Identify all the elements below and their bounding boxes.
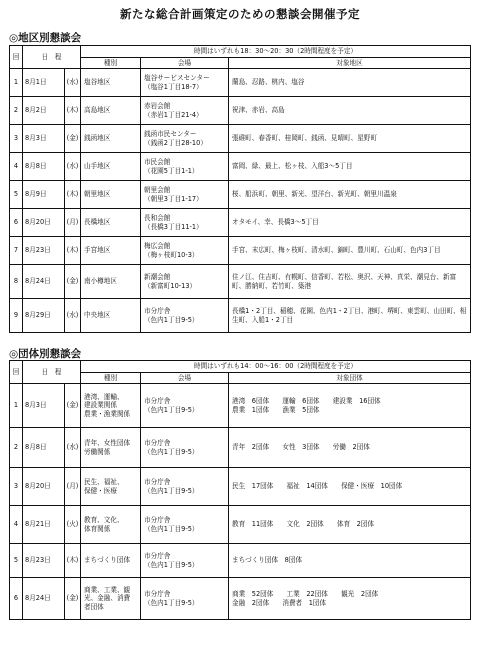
- row-type-line: 商業、工業、観: [84, 586, 131, 595]
- header-num: 回: [10, 46, 23, 69]
- header-time-note: 時間はいずれも14：00～16：00（2時間程度を予定）: [81, 361, 471, 373]
- header-venue: 会場: [141, 58, 229, 69]
- row-venue-line: （銭函2丁目28-10）: [144, 138, 207, 147]
- row-weekday: (水): [65, 428, 81, 468]
- table-row: [10, 299, 471, 333]
- header-venue: 会場: [141, 373, 229, 384]
- row-venue: [141, 265, 229, 299]
- row-venue-line: （色内1丁目9-5）: [144, 315, 199, 324]
- row-venue-line: （梅ヶ枝町10-3）: [144, 250, 199, 259]
- row-num: 3: [10, 468, 23, 506]
- row-venue-line: （色内1丁目9-5）: [144, 560, 199, 569]
- row-venue-line: （新富町10-13）: [144, 281, 197, 290]
- page-title: 新たな総合計画策定のための懇談会開催予定: [120, 7, 360, 21]
- row-venue-line: （朝里3丁目1-17）: [144, 194, 203, 203]
- row-num: 4: [10, 506, 23, 544]
- row-date: 8月29日: [23, 299, 65, 333]
- row-type-line: 農業・漁業関係: [84, 409, 131, 418]
- row-weekday: (木): [65, 544, 81, 578]
- row-num: 6: [10, 209, 23, 237]
- section-heading-district: ◎地区別懇談会: [9, 32, 82, 44]
- row-type-line: 者団体: [84, 602, 104, 611]
- row-type: 高島地区: [81, 97, 141, 125]
- row-target-line: 青年 2団体 女性 3団体 労働 2団体: [232, 443, 370, 452]
- row-target: [229, 578, 471, 620]
- row-type-line: まちづくり団体: [84, 556, 131, 565]
- row-type-line: 青年、女性団体: [84, 439, 131, 448]
- row-date: 8月20日: [23, 468, 65, 506]
- row-venue-line: （塩谷1丁目18-7）: [144, 82, 203, 91]
- row-num: 9: [10, 299, 23, 333]
- row-date: 8月8日: [23, 428, 65, 468]
- row-num: 5: [10, 544, 23, 578]
- header-date: 日 程: [23, 361, 81, 384]
- row-type: [81, 544, 141, 578]
- row-date: 8月2日: [23, 97, 65, 125]
- row-venue-line: 市分庁舎: [144, 478, 171, 487]
- row-type-line: 体育関係: [84, 524, 111, 533]
- row-target: 張碓町、春香町、桂岡町、銭函、見晴町、星野町: [229, 125, 471, 153]
- header-target: 対象地区: [229, 58, 471, 69]
- row-num: 1: [10, 69, 23, 97]
- row-num: 3: [10, 125, 23, 153]
- row-num: 2: [10, 97, 23, 125]
- section-heading-group: ◎団体別懇談会: [9, 348, 82, 360]
- row-target: 住ノ江、住吉町、有幌町、信香町、若松、奥沢、天神、真栄、潮見台、新富町、勝納町、若竹町、築港: [229, 265, 471, 299]
- row-venue: [141, 299, 229, 333]
- header-type: 種別: [81, 58, 141, 69]
- row-date: 8月8日: [23, 153, 65, 181]
- row-weekday: (月): [65, 468, 81, 506]
- row-target-line: 教育 11団体 文化 2団体 体育 2団体: [232, 520, 375, 529]
- row-venue: [141, 468, 229, 506]
- row-type-line: 民生、福祉、: [84, 478, 124, 487]
- row-date: 8月3日: [23, 384, 65, 428]
- header-time-note: 時間はいずれも18：30～20：30（2時間程度を予定）: [81, 46, 471, 58]
- row-target: 富岡、緑、最上、松ヶ枝、入船3～5丁目: [229, 153, 471, 181]
- row-venue-line: （長橋3丁目11-1）: [144, 222, 203, 231]
- row-venue: [141, 237, 229, 265]
- row-type-line: 光、金融、消費: [84, 594, 131, 603]
- row-venue-line: 市民会館: [144, 158, 171, 167]
- row-venue: [141, 97, 229, 125]
- row-num: 6: [10, 578, 23, 620]
- row-target-line: 農業 1団体 漁業 5団体: [232, 405, 320, 414]
- row-type: 朝里地区: [81, 181, 141, 209]
- row-venue-line: （色内1丁目9-5）: [144, 405, 199, 414]
- row-type: 銭函地区: [81, 125, 141, 153]
- row-date: 8月1日: [23, 69, 65, 97]
- table-row: [10, 153, 471, 181]
- table-row: [10, 428, 471, 468]
- table-row: [10, 181, 471, 209]
- table-row: [10, 97, 471, 125]
- row-type-line: 教育、文化、: [84, 516, 124, 525]
- row-target-line: 商業 52団体 工業 22団体 観光 2団体: [232, 590, 379, 599]
- row-date: 8月23日: [23, 544, 65, 578]
- row-target: [229, 544, 471, 578]
- row-weekday: (火): [65, 506, 81, 544]
- table-row: [10, 237, 471, 265]
- header-num: 回: [10, 361, 23, 384]
- row-weekday: (水): [65, 153, 81, 181]
- row-venue: [141, 578, 229, 620]
- row-date: 8月24日: [23, 265, 65, 299]
- row-weekday: (金): [65, 384, 81, 428]
- table-row: [10, 69, 471, 97]
- row-venue-line: 梅広会館: [144, 242, 171, 251]
- row-date: 8月24日: [23, 578, 65, 620]
- row-num: 7: [10, 237, 23, 265]
- row-venue-line: 市分庁舎: [144, 397, 171, 406]
- row-type: [81, 506, 141, 544]
- header-type: 種別: [81, 373, 141, 384]
- table-row: [10, 125, 471, 153]
- row-date: 8月21日: [23, 506, 65, 544]
- table-row: [10, 384, 471, 428]
- row-target: 長橋1・2丁目、稲穂、花園、色内1・2丁目、港町、堺町、東雲町、山田町、相生町、入船1・2丁目: [229, 299, 471, 333]
- row-weekday: (木): [65, 237, 81, 265]
- row-venue: [141, 506, 229, 544]
- row-weekday: (金): [65, 265, 81, 299]
- row-venue: [141, 125, 229, 153]
- row-num: 1: [10, 384, 23, 428]
- header-date: 日 程: [23, 46, 81, 69]
- row-target: 祝津、赤岩、高島: [229, 97, 471, 125]
- row-type: 塩谷地区: [81, 69, 141, 97]
- row-type: [81, 428, 141, 468]
- row-date: 8月9日: [23, 181, 65, 209]
- row-type-line: 建設業関係: [84, 401, 117, 410]
- row-type-line: 労働関係: [84, 447, 111, 456]
- row-target: 桜、船浜町、朝里、新光、望洋台、新光町、朝里川温泉: [229, 181, 471, 209]
- row-venue: [141, 428, 229, 468]
- row-num: 8: [10, 265, 23, 299]
- row-type: [81, 578, 141, 620]
- row-type: 中央地区: [81, 299, 141, 333]
- header-target: 対象団体: [229, 373, 471, 384]
- row-num: 4: [10, 153, 23, 181]
- row-weekday: (月): [65, 209, 81, 237]
- row-venue-line: 銭函市民センター: [144, 130, 197, 139]
- row-venue-line: （色内1丁目9-5）: [144, 598, 199, 607]
- row-venue: [141, 209, 229, 237]
- row-date: 8月23日: [23, 237, 65, 265]
- row-venue: [141, 153, 229, 181]
- row-venue-line: 朝里会館: [144, 186, 171, 195]
- row-venue-line: 市分庁舎: [144, 590, 171, 599]
- table-row: [10, 544, 471, 578]
- row-venue-line: 長和会館: [144, 214, 171, 223]
- row-weekday: (金): [65, 125, 81, 153]
- row-venue: [141, 69, 229, 97]
- row-target: 手宮、末広町、梅ヶ枝町、清水町、錦町、豊川町、石山町、色内3丁目: [229, 237, 471, 265]
- row-venue-line: 市分庁舎: [144, 552, 171, 561]
- row-weekday: (木): [65, 97, 81, 125]
- row-type: [81, 468, 141, 506]
- row-type: [81, 384, 141, 428]
- row-target-line: 港湾 6団体 運輸 6団体 建設業 16団体: [232, 397, 381, 406]
- row-num: 2: [10, 428, 23, 468]
- row-venue-line: 市分庁舎: [144, 439, 171, 448]
- row-venue-line: （色内1丁目9-5）: [144, 486, 199, 495]
- row-target-line: 民生 17団体 福祉 14団体 保健・医療 10団体: [232, 482, 403, 491]
- row-target: [229, 428, 471, 468]
- row-weekday: (水): [65, 69, 81, 97]
- row-venue: [141, 544, 229, 578]
- table-row: [10, 468, 471, 506]
- row-type: 手宮地区: [81, 237, 141, 265]
- row-venue-line: 塩谷サービスセンター: [144, 74, 210, 83]
- table-row: [10, 506, 471, 544]
- row-num: 5: [10, 181, 23, 209]
- table-row: [10, 209, 471, 237]
- row-target: [229, 384, 471, 428]
- row-venue-line: 市分庁舎: [144, 516, 171, 525]
- row-target: オタモイ、幸、長橋3～5丁目: [229, 209, 471, 237]
- row-venue-line: （色内1丁目9-5）: [144, 447, 199, 456]
- row-target: 蘭島、忍路、桃内、塩谷: [229, 69, 471, 97]
- row-venue-line: 赤岩会館: [144, 102, 171, 111]
- row-type-line: 保健・医療: [84, 486, 117, 495]
- row-venue-line: （赤岩1丁目21-4）: [144, 110, 203, 119]
- row-venue-line: （花園5丁目1-1）: [144, 166, 199, 175]
- row-venue: [141, 181, 229, 209]
- row-venue-line: 新潮会館: [144, 273, 171, 282]
- row-date: 8月3日: [23, 125, 65, 153]
- row-type: 長橋地区: [81, 209, 141, 237]
- district-meetings-table: [9, 45, 471, 333]
- row-target-line: まちづくり団体 8団体: [232, 556, 303, 565]
- row-type-line: 港湾、運輸、: [84, 393, 124, 402]
- row-weekday: (金): [65, 578, 81, 620]
- row-target: [229, 468, 471, 506]
- table-row: [10, 265, 471, 299]
- row-venue: [141, 384, 229, 428]
- row-type: 南小樽地区: [81, 265, 141, 299]
- row-target: [229, 506, 471, 544]
- row-target-line: 金融 2団体 消費者 1団体: [232, 598, 327, 607]
- row-type: 山手地区: [81, 153, 141, 181]
- row-venue-line: （色内1丁目9-5）: [144, 524, 199, 533]
- row-venue-line: 市分庁舎: [144, 307, 171, 316]
- group-meetings-table: [9, 360, 471, 620]
- row-date: 8月20日: [23, 209, 65, 237]
- row-weekday: (水): [65, 299, 81, 333]
- row-weekday: (木): [65, 181, 81, 209]
- table-row: [10, 578, 471, 620]
